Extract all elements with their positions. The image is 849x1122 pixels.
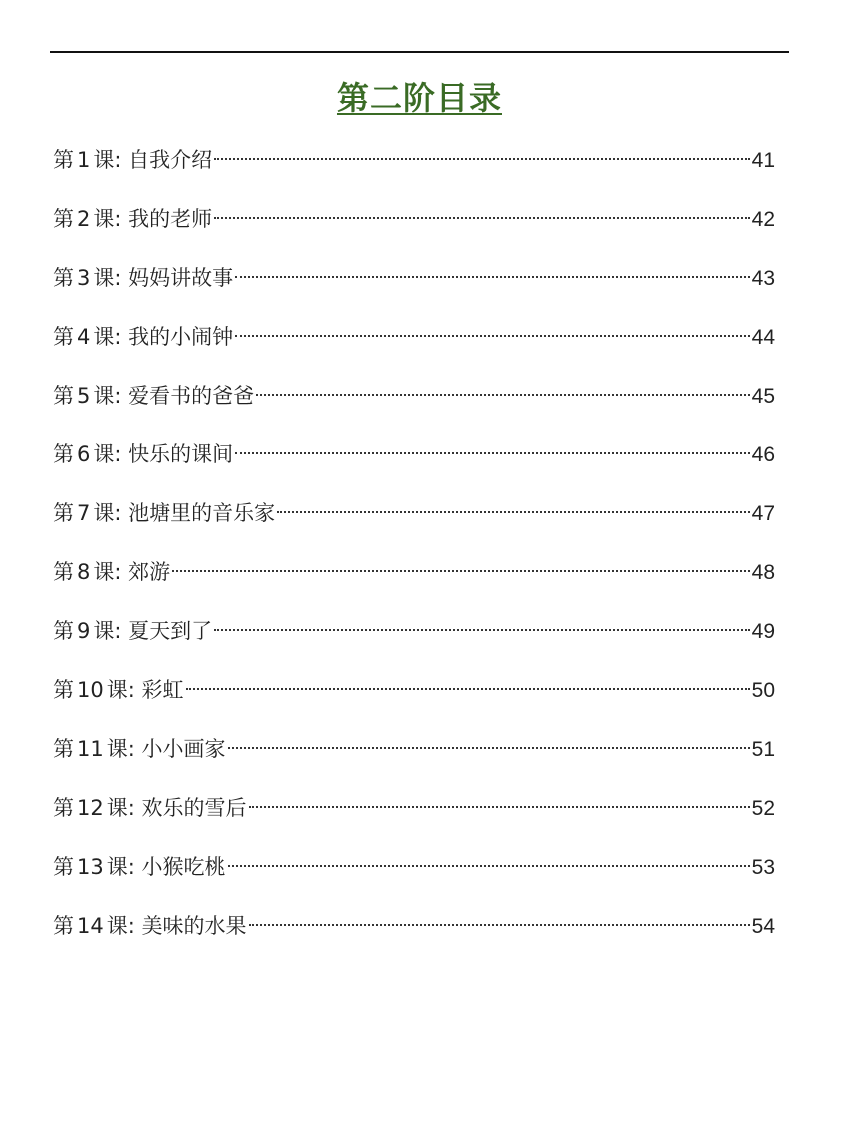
page-number: 54 xyxy=(751,914,775,938)
dot-leader xyxy=(235,276,750,278)
lesson-name: 妈妈讲故事 xyxy=(128,265,234,290)
lesson-name: 我的老师 xyxy=(128,206,213,231)
toc-entry[interactable] xyxy=(53,908,775,967)
dot-leader xyxy=(235,335,750,337)
toc-entry-label: 第 12 课: 欢乐的雪后 xyxy=(53,795,247,820)
lesson-name: 美味的水果 xyxy=(141,913,247,938)
dot-leader xyxy=(172,570,750,572)
toc-entry-label: 第 7 课: 池塘里的音乐家 xyxy=(53,501,276,526)
header-rule xyxy=(50,51,789,53)
toc-entry[interactable] xyxy=(53,378,775,437)
toc-entry[interactable] xyxy=(53,672,775,731)
dot-leader xyxy=(228,747,750,749)
lesson-name: 爱看书的爸爸 xyxy=(128,383,255,408)
lesson-name: 彩虹 xyxy=(141,678,184,703)
toc-entry-label: 第 9 课: 夏天到了 xyxy=(53,619,213,644)
dot-leader xyxy=(249,924,750,926)
dot-leader xyxy=(214,629,750,631)
dot-leader xyxy=(228,865,750,867)
toc-entry-label: 第 2 课: 我的老师 xyxy=(53,206,213,231)
toc-entry-label: 第 11 课: 小小画家 xyxy=(53,736,226,761)
toc-entry[interactable] xyxy=(53,495,775,554)
lesson-name: 小小画家 xyxy=(141,736,226,761)
toc-entry[interactable] xyxy=(53,201,775,260)
toc-entry[interactable] xyxy=(53,790,775,849)
dot-leader xyxy=(235,452,750,454)
dot-leader xyxy=(256,394,750,396)
page-number: 45 xyxy=(751,384,775,408)
dot-leader xyxy=(214,158,750,160)
dot-leader xyxy=(186,688,750,690)
lesson-name: 郊游 xyxy=(128,560,171,585)
lesson-name: 夏天到了 xyxy=(128,619,213,644)
page-number: 48 xyxy=(751,561,775,585)
toc-entry[interactable] xyxy=(53,260,775,319)
dot-leader xyxy=(249,806,750,808)
lesson-name: 小猴吃桃 xyxy=(141,854,226,879)
toc-entry-label: 第 3 课: 妈妈讲故事 xyxy=(53,265,234,290)
lesson-name: 欢乐的雪后 xyxy=(141,795,247,820)
page-number: 52 xyxy=(751,796,775,820)
lesson-name: 快乐的课间 xyxy=(128,442,234,467)
page-number: 43 xyxy=(751,266,775,290)
page-number: 49 xyxy=(751,620,775,644)
toc-entry-label: 第 8 课: 郊游 xyxy=(53,560,171,585)
toc-entry[interactable] xyxy=(53,731,775,790)
toc-entry[interactable] xyxy=(53,554,775,613)
toc-entry[interactable] xyxy=(53,436,775,495)
lesson-name: 我的小闹钟 xyxy=(128,324,234,349)
toc-entry-label: 第 14 课: 美味的水果 xyxy=(53,913,247,938)
page-number: 53 xyxy=(751,855,775,879)
toc-entry[interactable] xyxy=(53,849,775,908)
page-number: 46 xyxy=(751,443,775,467)
page-number: 50 xyxy=(751,679,775,703)
toc-entry-label: 第 4 课: 我的小闹钟 xyxy=(53,324,234,349)
lesson-name: 自我介绍 xyxy=(128,148,213,172)
toc-entry-label: 第 13 课: 小猴吃桃 xyxy=(53,854,226,879)
table-of-contents xyxy=(53,142,775,966)
page-number: 42 xyxy=(751,207,775,231)
dot-leader xyxy=(277,511,750,513)
toc-entry[interactable] xyxy=(53,142,775,201)
toc-entry-label: 第 10 课: 彩虹 xyxy=(53,678,184,703)
dot-leader xyxy=(214,217,750,219)
toc-entry[interactable] xyxy=(53,319,775,378)
toc-entry[interactable] xyxy=(53,613,775,672)
toc-entry-label: 第 1 课: 自我介绍 xyxy=(53,148,213,172)
page-number: 44 xyxy=(751,325,775,349)
page-number: 51 xyxy=(751,737,775,761)
toc-entry-label: 第 5 课: 爱看书的爸爸 xyxy=(53,383,255,408)
toc-entry-label: 第 6 课: 快乐的课间 xyxy=(53,442,234,467)
lesson-name: 池塘里的音乐家 xyxy=(128,501,276,526)
page-number: 41 xyxy=(751,149,775,172)
toc-title: 第二阶目录 xyxy=(336,79,502,117)
page-number: 47 xyxy=(751,502,775,526)
